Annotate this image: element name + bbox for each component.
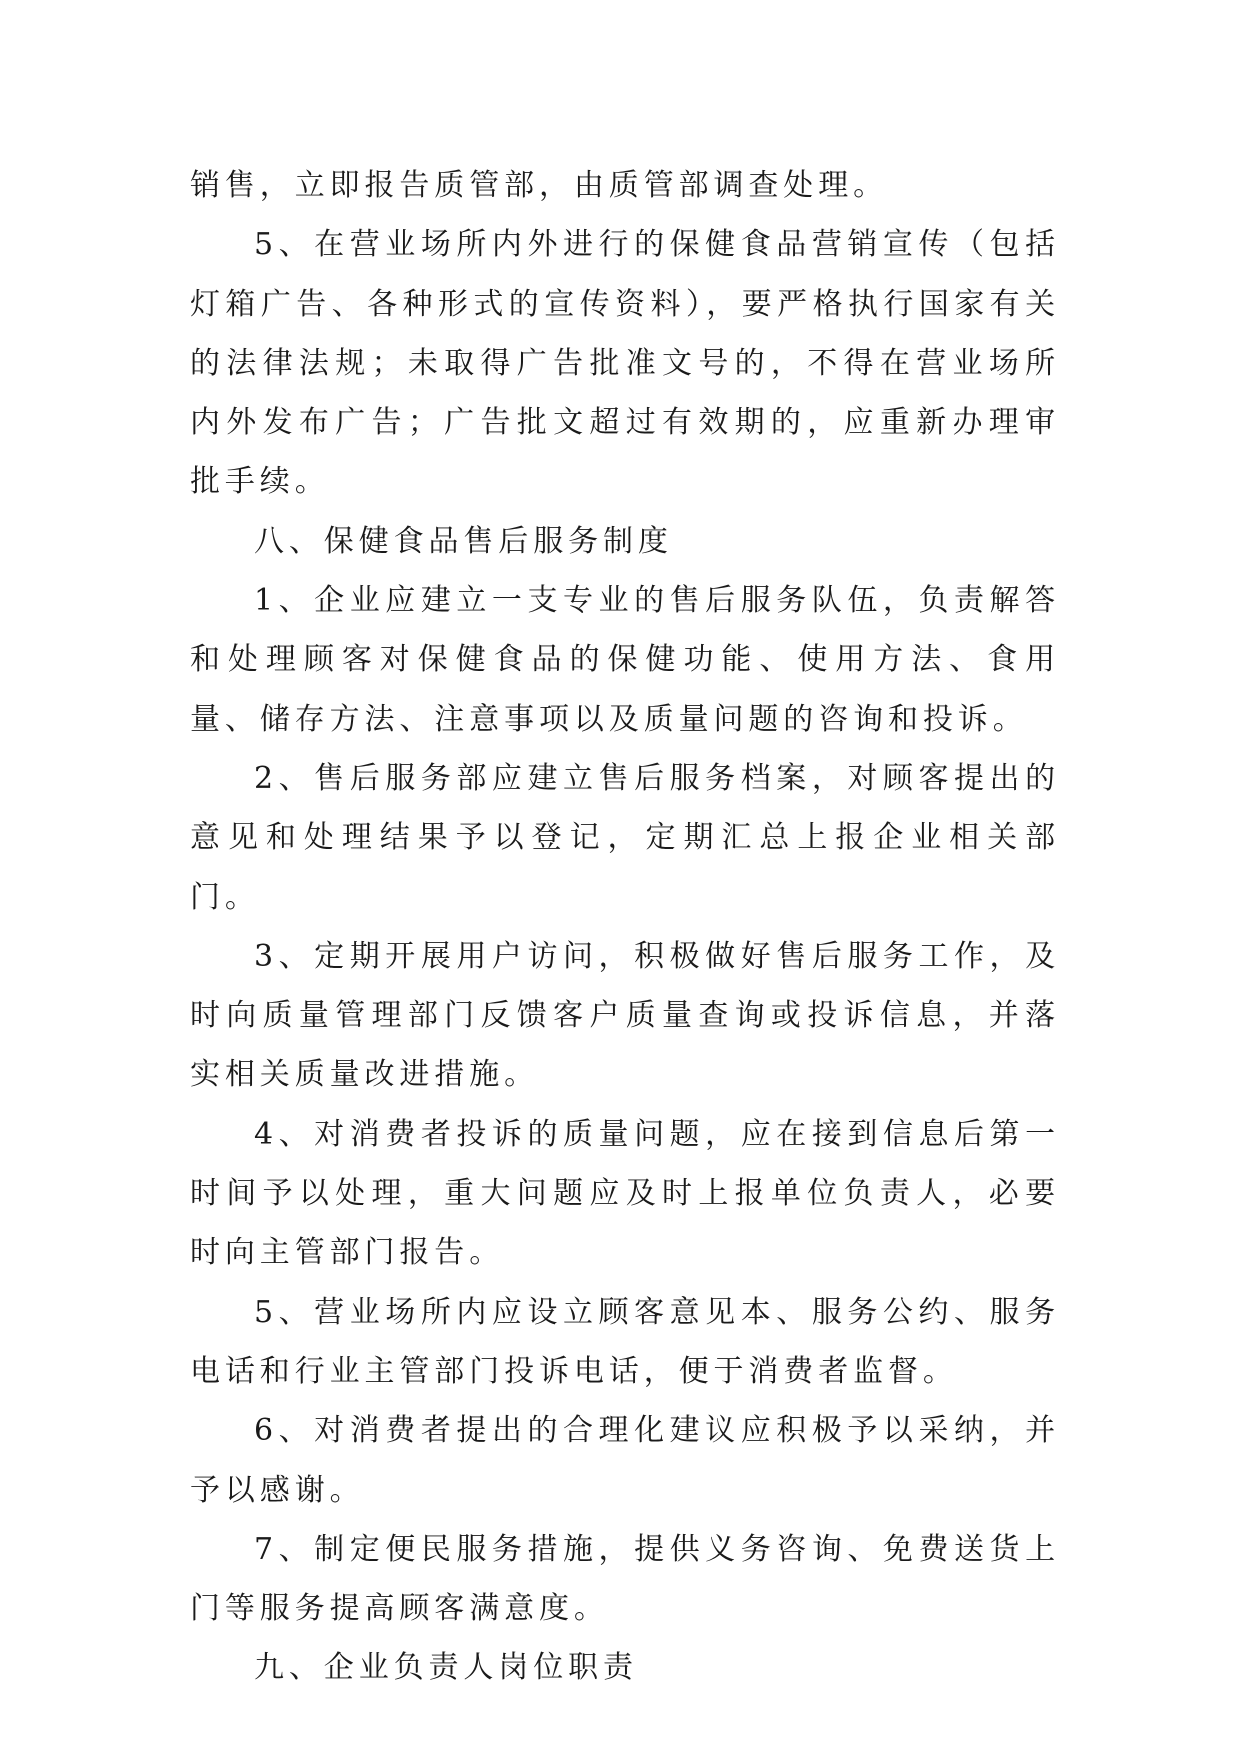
- paragraph-item-7: 7、制定便民服务措施，提供义务咨询、免费送货上门等服务提高顾客满意度。: [190, 1531, 1060, 1627]
- paragraph-item-5-advertising: 5、在营业场所内外进行的保健食品营销宣传（包括灯箱广告、各种形式的宣传资料），要严格执行国家有关的法律法规；未取得广告批准文号的，不得在营业场所内外发布广告；广告批文超过有效期的，应重新办理审批手续。: [190, 227, 1060, 500]
- paragraph-item-5: 5、营业场所内应设立顾客意见本、服务公约、服务电话和行业主管部门投诉电话，便于消费者监督。: [190, 1294, 1060, 1389]
- document-body: [190, 156, 1060, 1698]
- paragraph-item-6: 6、对消费者提出的合理化建议应积极予以采纳，并予以感谢。: [190, 1413, 1060, 1508]
- section-heading-8: 八、保健食品售后服务制度: [254, 523, 673, 559]
- paragraph-item-1: 1、企业应建立一支专业的售后服务队伍，负责解答和处理顾客对保健食品的保健功能、使用方法、食用量、储存方法、注意事项以及质量问题的咨询和投诉。: [190, 583, 1060, 737]
- paragraph-item-2: 2、售后服务部应建立售后服务档案，对顾客提出的意见和处理结果予以登记，定期汇总上报企业相关部门。: [190, 760, 1060, 915]
- paragraph-item-4: 4、对消费者投诉的质量问题，应在接到信息后第一时间予以处理，重大问题应及时上报单位负责人，必要时向主管部门报告。: [190, 1116, 1060, 1271]
- paragraph-continued: 销售，立即报告质管部，由质管部调查处理。: [190, 168, 888, 203]
- section-heading-9: 九、企业负责人岗位职责: [254, 1650, 638, 1686]
- paragraph-item-3: 3、定期开展用户访问，积极做好售后服务工作，及时向质量管理部门反馈客户质量查询或投诉信息，并落实相关质量改进措施。: [190, 938, 1060, 1093]
